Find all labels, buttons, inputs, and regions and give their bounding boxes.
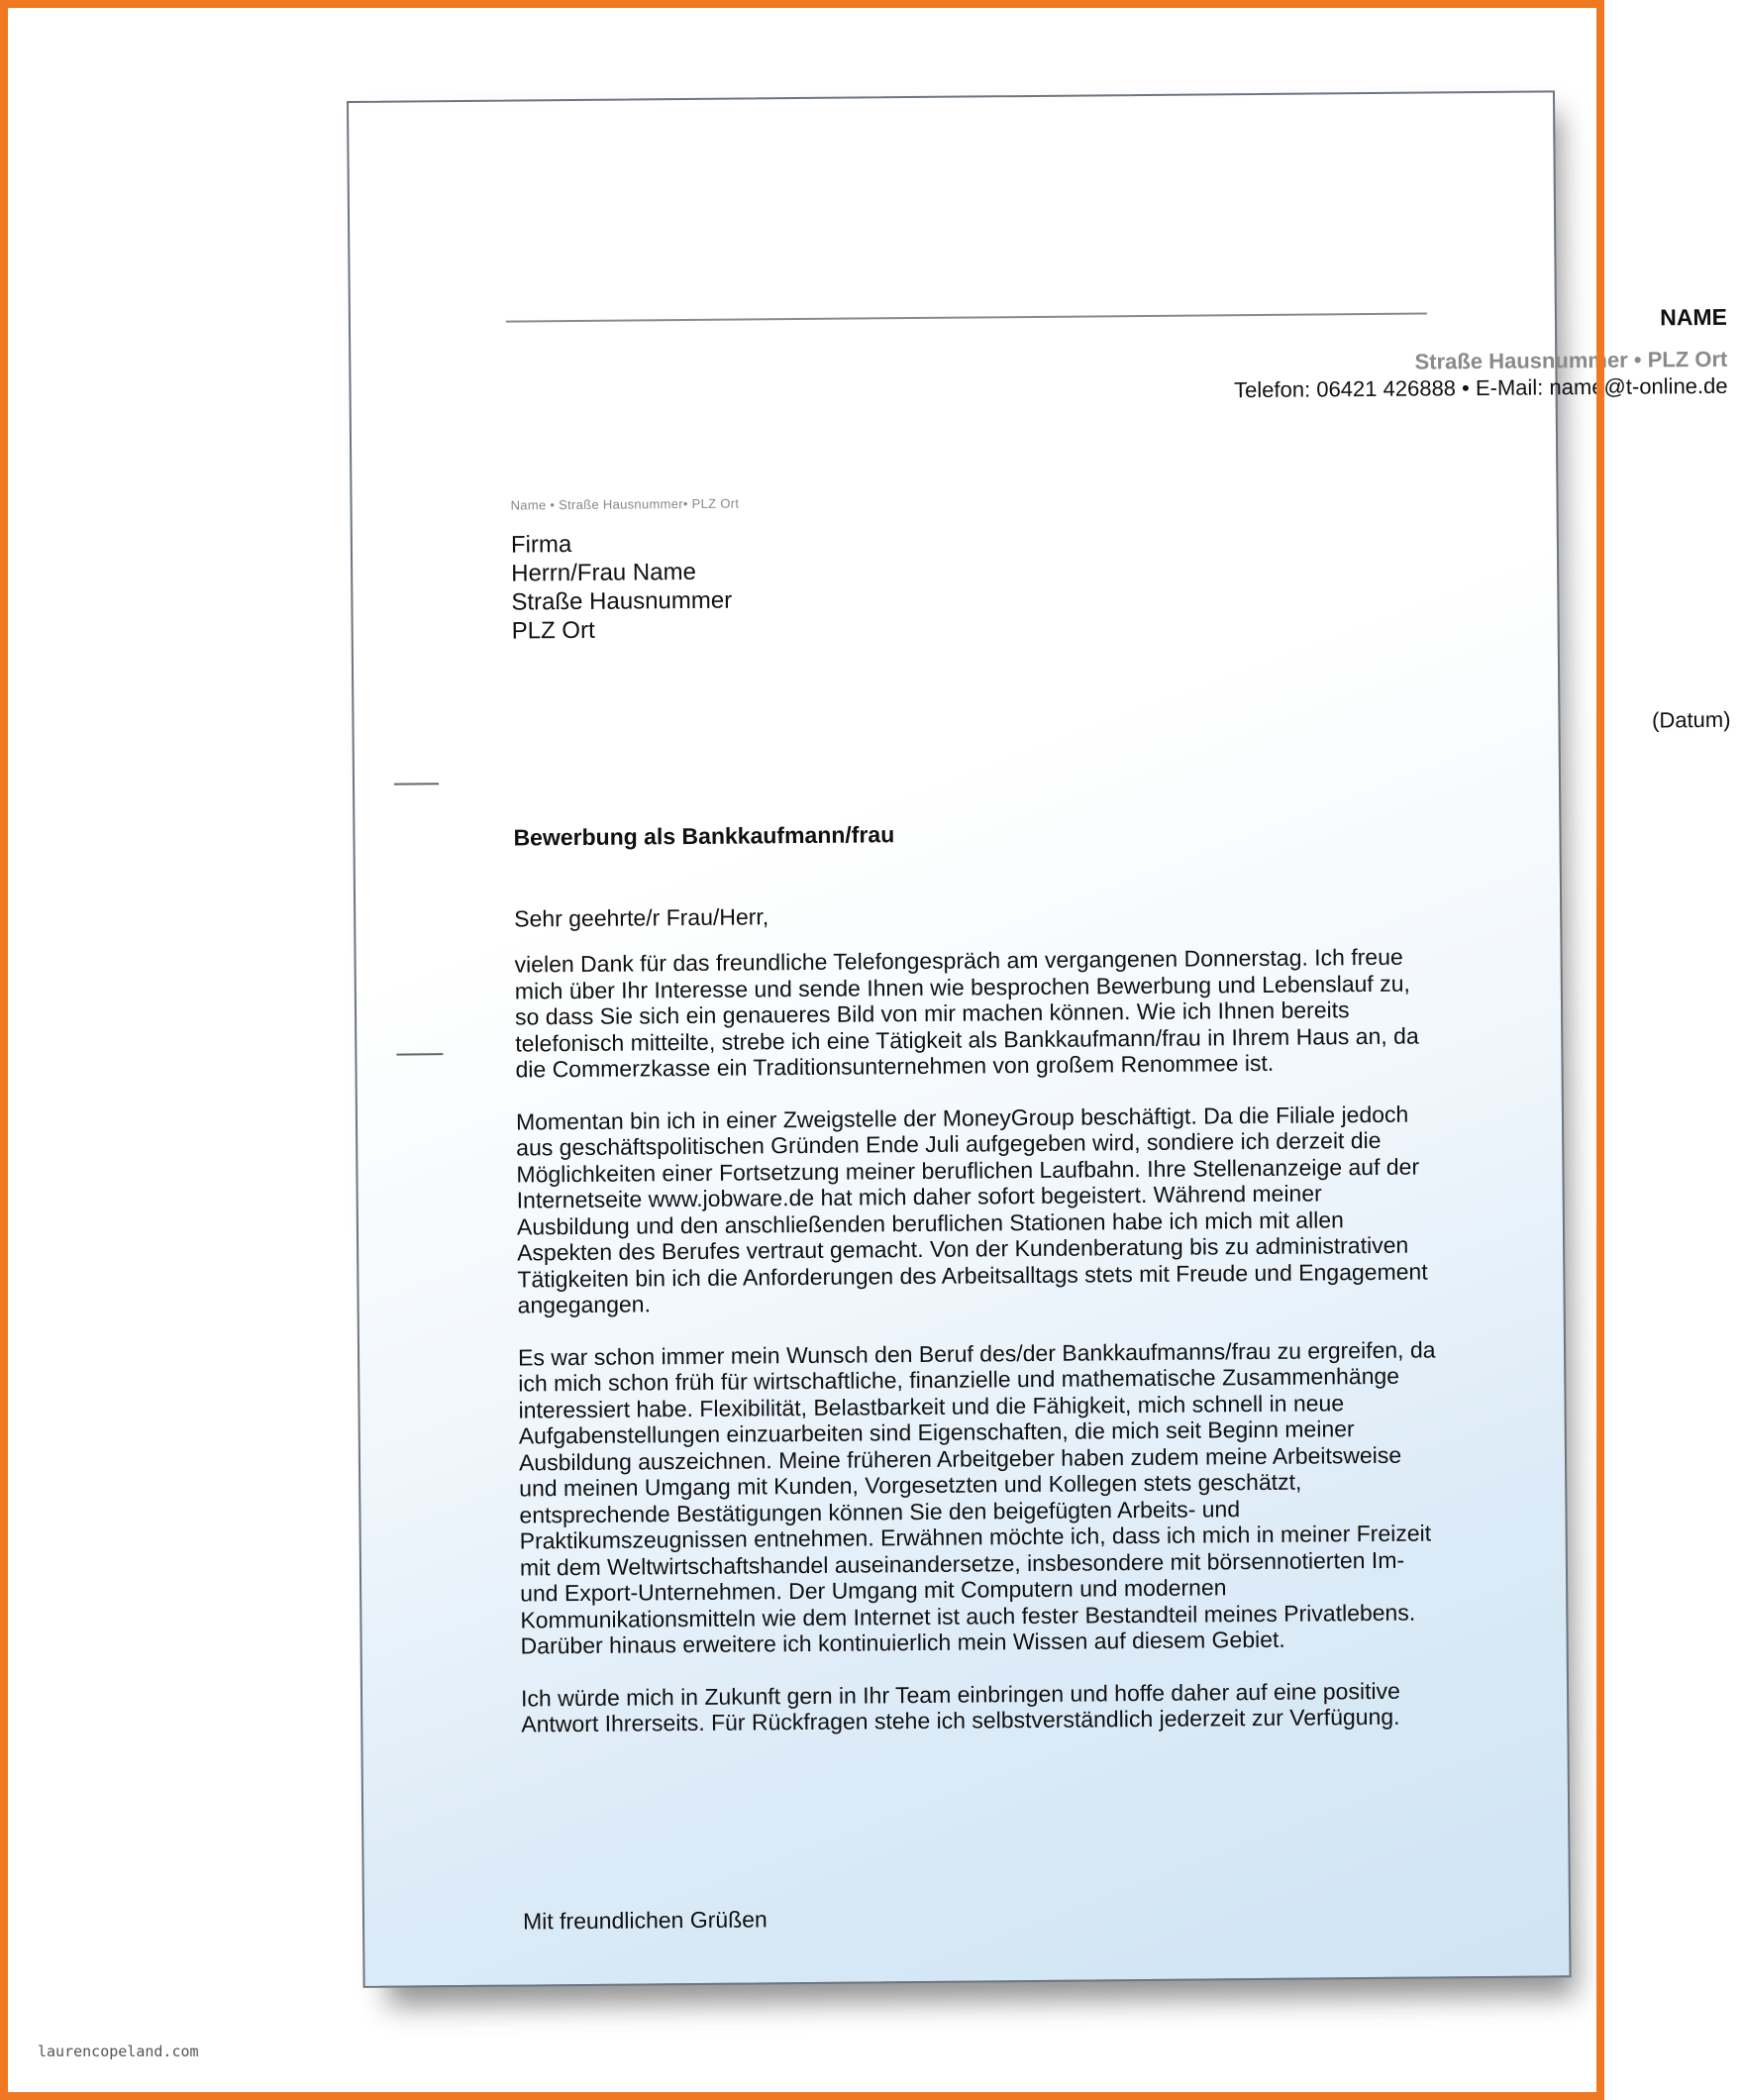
letter-closing: Mit freundlichen Grüßen — [522, 1906, 768, 1935]
body-paragraph: vielen Dank für das freundliche Telefongespräch am vergangenen Donnerstag. Ich freue mich über Ihr Interesse und sende Ihnen wie besprochen Bewerbung und Lebenslauf zu, so dass Sie sich ein genaueres Bild von mir machen können. Wie ich Ihnen bereits telefonisch mitteilte, strebe ich eine Tätigkeit als Bankkaufmann/frau in Ihrem Haus an, da die Commerzkasse ein Traditionsunternehmen von großem Renommee ist. — [514, 943, 1419, 1083]
watermark-text: laurencopeland.com — [38, 2043, 199, 2060]
body-paragraph: Es war schon immer mein Wunsch den Beruf des/der Bankkaufmanns/frau zu ergreifen, da ich mich schon früh für wirtschaftliche, finanzielle und mathematische Zusammenhänge interessiert habe. Flexibilität, Belastbarkeit und die Fähigkeit, mich schnell in neue Aufgabenstellungen einzuarbeiten sind Eigenschaften, die mich seit Beginn meiner Ausbildung auszeichnen. Meine früheren Arbeitgeber haben zudem meine Arbeitsweise und meinen Umgang mit Kunden, Vorgesetzten und Kollegen stets geschätzt, entsprechende Bestätigungen können Sie den beigefügten Arbeits- und Praktikumszeugnissen entnehmen. Erwähnen möchte ich, dass ich mich in meiner Freizeit mit dem Weltwirtschaftshandel auseinandersetze, insbesondere mit börsennotierten Im- und Export-Unternehmen. Der Umgang mit Computern und modernen Kommunikationsmitteln wie dem Internet ist auch fester Bestandteil meines Privatlebens. Darüber hinaus erweitere ich kontinuierlich mein Wissen auf diesem Gebiet. — [517, 1335, 1436, 1659]
letter-salutation: Sehr geehrte/r Frau/Herr, — [514, 903, 769, 932]
recipient-street: Straße Hausnummer — [511, 586, 733, 616]
recipient-name: Herrn/Frau Name — [511, 558, 696, 587]
letter-date: (Datum) — [1651, 706, 1731, 733]
sender-address: Straße Hausnummer • PLZ Ort — [1414, 346, 1728, 374]
recipient-company: Firma — [510, 531, 572, 559]
letter-subject: Bewerbung als Bankkaufmann/frau — [513, 821, 895, 851]
recipient-city: PLZ Ort — [511, 616, 595, 645]
sender-contact: Telefon: 06421 426888 • E-Mail: name@t-online.de — [1234, 372, 1728, 403]
body-paragraph: Ich würde mich in Zukunft gern in Ihr Team einbringen und hoffe daher auf eine positive Antwort Ihrerseits. Für Rückfragen stehe ich selbstverständlich jederzeit zur Verfügung. — [520, 1677, 1400, 1737]
fold-mark-middle — [396, 1053, 443, 1055]
recipient-address — [511, 529, 733, 646]
body-paragraph: Momentan bin ich in einer Zweigstelle der MoneyGroup beschäftigt. Da die Filiale jedoch aus geschäftspolitischen Gründen Ende Juli aufgegeben wird, sondiere ich derzeit die Möglichkeiten einer Fortsetzung meiner beruflichen Laufbahn. Ihre Stellenanzeige auf der Internetseite www.jobware.de hat mich daher sofort begeistert. Während meiner Ausbildung und den anschließenden beruflichen Stationen habe ich mich mit allen Aspekten des Berufes vertraut gemacht. Von der Kundenberatung bis zu administrativen Tätigkeiten bin ich die Anforderungen des Arbeitsalltags stets mit Freude und Engagement angegangen. — [515, 1101, 1428, 1318]
sender-name: NAME — [1660, 303, 1728, 331]
return-address-line: Name • Straße Hausnummer• PLZ Ort — [510, 495, 740, 513]
letter-body — [514, 943, 1442, 1763]
letter-page — [347, 90, 1731, 1988]
fold-mark-top — [394, 783, 439, 785]
